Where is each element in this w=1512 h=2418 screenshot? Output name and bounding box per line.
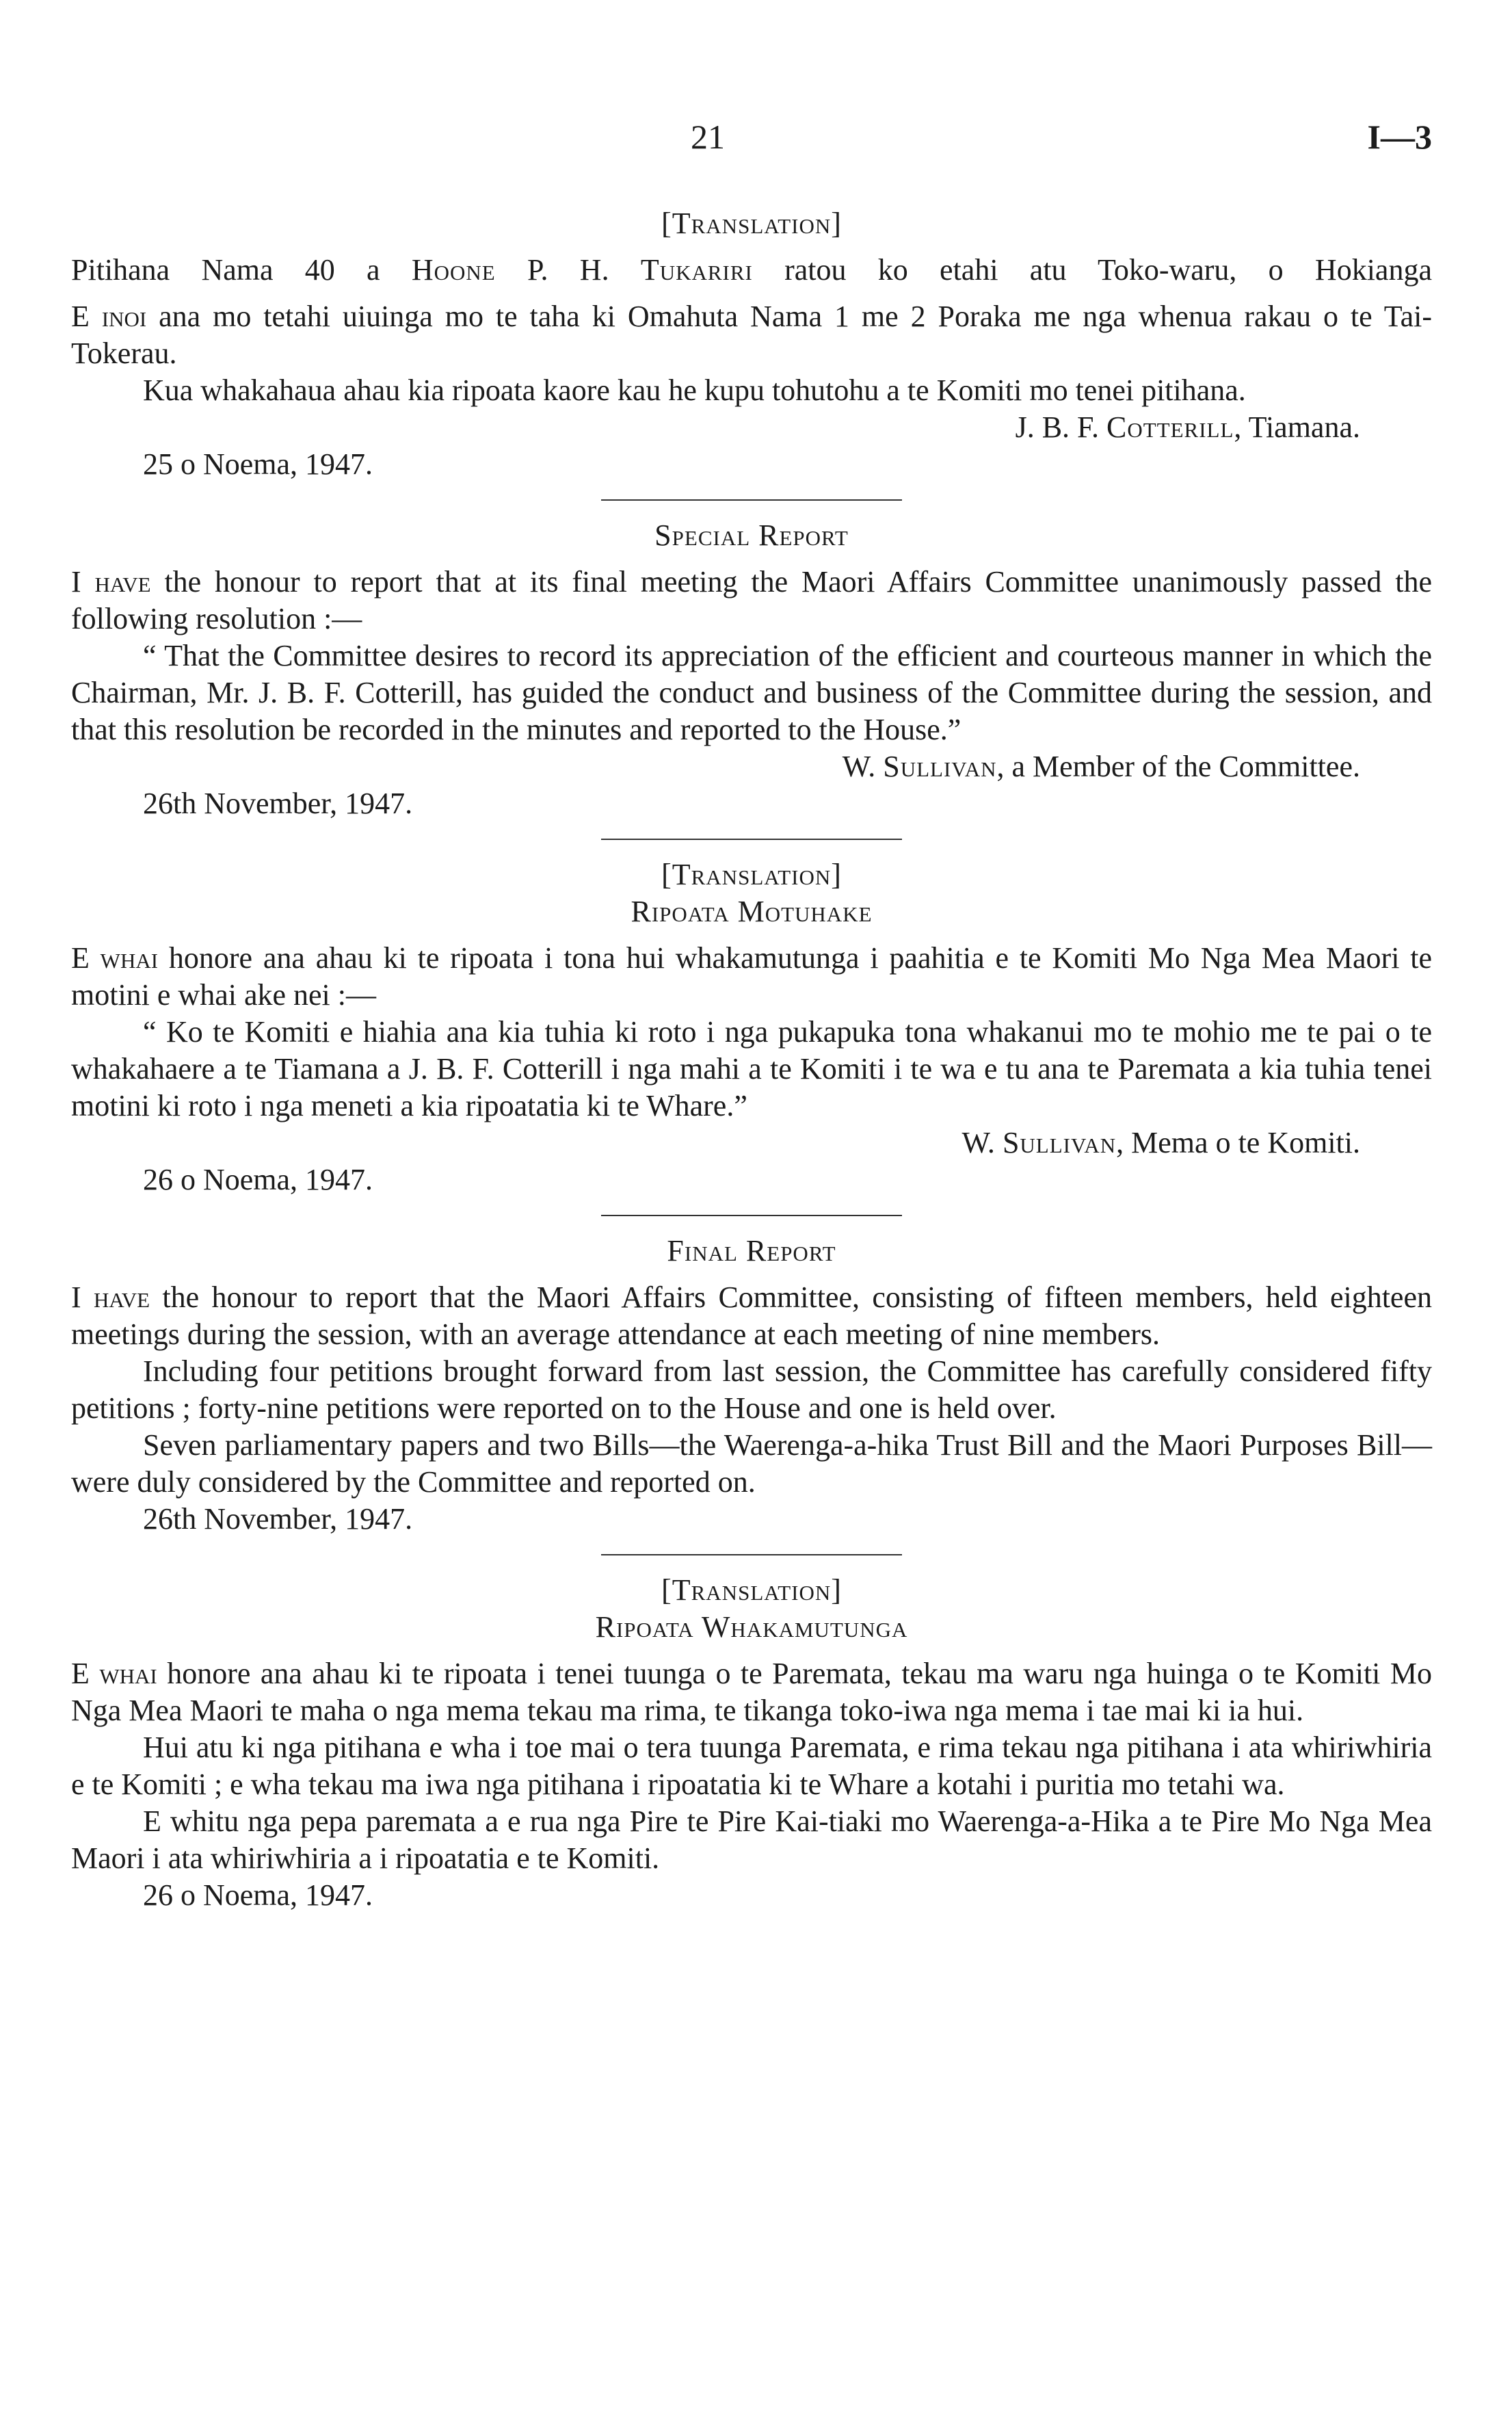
paragraph: I have the honour to report that at its final meeting the Maori Affairs Committee unanimously passed the following resolution :— bbox=[71, 565, 1432, 635]
petition-title: Pitihana Nama 40 a Hoone P. H. Tukariri ratou ko etahi atu Toko-waru, o Hokianga bbox=[71, 253, 1432, 287]
section-subheading: Ripoata Whakamutunga bbox=[595, 1610, 908, 1644]
date-line: 26 o Noema, 1947. bbox=[143, 1878, 373, 1912]
date-line: 26th November, 1947. bbox=[143, 787, 413, 820]
paragraph: E whitu nga pepa paremata a e rua nga Pire te Pire Kai-tiaki mo Waerenga-a-Hika a te Pire Mo Nga Mea Maori i ata whiriwhiria a i ripoatatia e te Komiti. bbox=[71, 1804, 1432, 1875]
section-heading: [Translation] bbox=[661, 207, 842, 240]
paragraph: “ Ko te Komiti e hiahia ana kia tuhia ki roto i nga pukapuka tona whakanui mo te mohio me te pai o te whakahaere a te Tiamana a J. B. F. Cotterill i nga mahi a te Komiti i te wa e tu ana te Paremata a kia tuhia tenei motini ki roto i nga meneti a kia ripoatatia ki te Whare.” bbox=[71, 1015, 1432, 1122]
paragraph: Seven parliamentary papers and two Bills—the Waerenga-a-hika Trust Bill and the Maori Purposes Bill—were duly considered by the Committee and reported on. bbox=[71, 1428, 1432, 1499]
paragraph: Hui atu ki nga pitihana e wha i toe mai o tera tuunga Paremata, e rima tekau nga pitihana i ata whiriwhiria e te Komiti ; e wha tekau ma iwa nga pitihana i ripoatatia ki te Whare a kotahi i puritia mo tetahi wa. bbox=[71, 1731, 1432, 1801]
paragraph: Including four petitions brought forward from last session, the Committee has carefully considered fifty petitions ; forty-nine petitions were reported on to the House and one is held over. bbox=[71, 1354, 1432, 1425]
date-line: 26th November, 1947. bbox=[143, 1502, 413, 1536]
page-number: 21 bbox=[691, 118, 725, 156]
date-line: 25 o Noema, 1947. bbox=[143, 447, 373, 481]
paragraph: I have the honour to report that the Maori Affairs Committee, consisting of fifteen members, held eighteen meetings during the session, with an average attendance at each meeting of nine members. bbox=[71, 1280, 1432, 1351]
signature: W. Sullivan, a Member of the Committee. bbox=[842, 750, 1360, 783]
document-body bbox=[71, 205, 1432, 1914]
section-heading: Special Report bbox=[654, 518, 849, 552]
section-heading: Final Report bbox=[667, 1234, 836, 1267]
paragraph: Kua whakahaua ahau kia ripoata kaore kau he kupu tohutohu a te Komiti mo tenei pitihana. bbox=[143, 373, 1246, 407]
date-line: 26 o Noema, 1947. bbox=[143, 1163, 373, 1196]
paragraph: “ That the Committee desires to record its appreciation of the efficient and courteous manner in which the Chairman, Mr. J. B. F. Cotterill, has guided the conduct and business of the Committee during the session, and that this resolution be recorded in the minutes and reported to the House.” bbox=[71, 639, 1432, 746]
document-reference: I—3 bbox=[1367, 118, 1432, 156]
paragraph: E whai honore ana ahau ki te ripoata i tenei tuunga o te Paremata, tekau ma waru nga huinga o te Komiti Mo Nga Mea Maori te maha o nga mema tekau ma rima, te tikanga toko-iwa nga mema i tae mai ki ia hui. bbox=[71, 1657, 1432, 1727]
section-subheading: Ripoata Motuhake bbox=[631, 895, 873, 928]
paragraph: E whai honore ana ahau ki te ripoata i tona hui whakamutunga i paahitia e te Komiti Mo Nga Mea Maori te motini e whai ake nei :— bbox=[71, 941, 1432, 1012]
signature: J. B. F. Cotterill, Tiamana. bbox=[1015, 410, 1360, 444]
section-heading: [Translation] bbox=[661, 858, 842, 891]
section-heading: [Translation] bbox=[661, 1573, 842, 1607]
signature: W. Sullivan, Mema o te Komiti. bbox=[961, 1126, 1360, 1159]
paragraph: E inoi ana mo tetahi uiuinga mo te taha ki Omahuta Nama 1 me 2 Poraka me nga whenua rakau o te Tai-Tokerau. bbox=[71, 300, 1432, 370]
